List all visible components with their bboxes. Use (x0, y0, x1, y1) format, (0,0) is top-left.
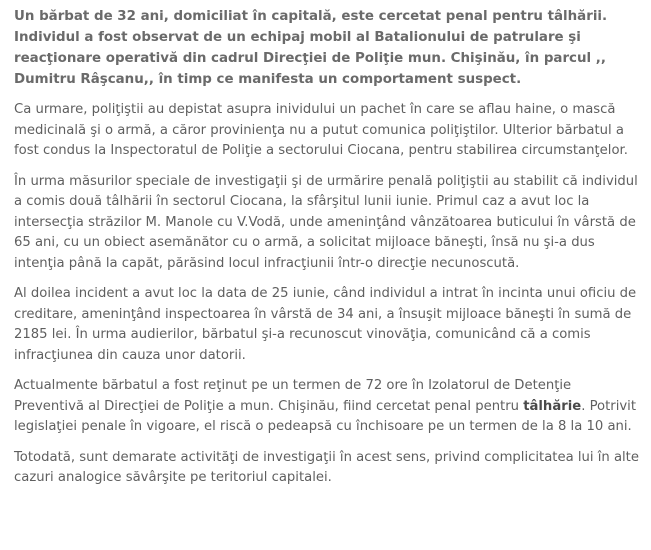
article-paragraph-3: Al doilea incident a avut loc la data de 25 iunie, când individul a intrat în incinta unui oficiu de creditare, ameninţând inspectoarea în vârstă de 34 ani, a însuşit mijloace băneşti în sumă de 2185 lei. În urma audierilor, bărbatul şi-a recunoscut vinovăţia, comunicând că a comis infracţiunea din cauza unor datorii. (14, 286, 637, 363)
paragraph-4-text-end: . Potrivit legislaţiei penale în vigoare, el riscă o pedeapsă cu închisoare pe un termen de la 8 la 10 ani. (14, 398, 637, 434)
highlighted-term: tâlhărie (523, 398, 582, 414)
article-paragraph-2: În urma măsurilor speciale de investigaţii şi de urmărire penală poliţiştii au stabilit că individul a comis două tâlhării în sectorul Ciocana, la sfârşitul lunii iunie. Primul caz a avut loc la intersecţia străzilor M. Manole cu V.Vodă, unde ameninţând vânzătoarea buticului în vârstă de 65 ani, cu un obiect asemănător cu o armă, a solicitat mijloace băneşti, însă nu şi-a dus intenţia până la capăt, părăsind locul infracţiunii într-o direcţie necunoscută. (14, 173, 638, 271)
article-lead: Un bărbat de 32 ani, domiciliat în capitală, este cercetat penal pentru tâlhării. Individul a fost observat de un echipaj mobil al Batalionului de patrulare şi reacţionare operativă din cadrul Direcţiei de Poliţie mun. Chişinău, în parcul ,, Dumitru Râşcanu,, în timp ce manifesta un comportament suspect. (14, 9, 608, 87)
article-paragraph-1: Ca urmare, poliţiştii au depistat asupra inividului un pachet în care se aflau haine, o mască medicinală şi o armă, a căror provinienţa nu a putut comunica poliţiştilor. Ulterior bărbatul a fost condus la Inspectoratul de Poliţie a sectorului Ciocana, pentru stabilirea circumstanţelor. (14, 102, 628, 158)
article-paragraph-5: Totodată, sunt demarate activităţi de investigaţii în acest sens, privind complicitatea lui în alte cazuri analogice săvârşite pe teritoriul capitalei. (14, 449, 639, 485)
article-paragraph-4 (14, 376, 639, 438)
paragraph-4-text-start: Actualmente bărbatul a fost reţinut pe un termen de 72 ore în Izolatorul de Detenţie Preventivă al Direcţiei de Poliţie a mun. Chişinău, fiind cercetat penal pentru (14, 378, 572, 414)
